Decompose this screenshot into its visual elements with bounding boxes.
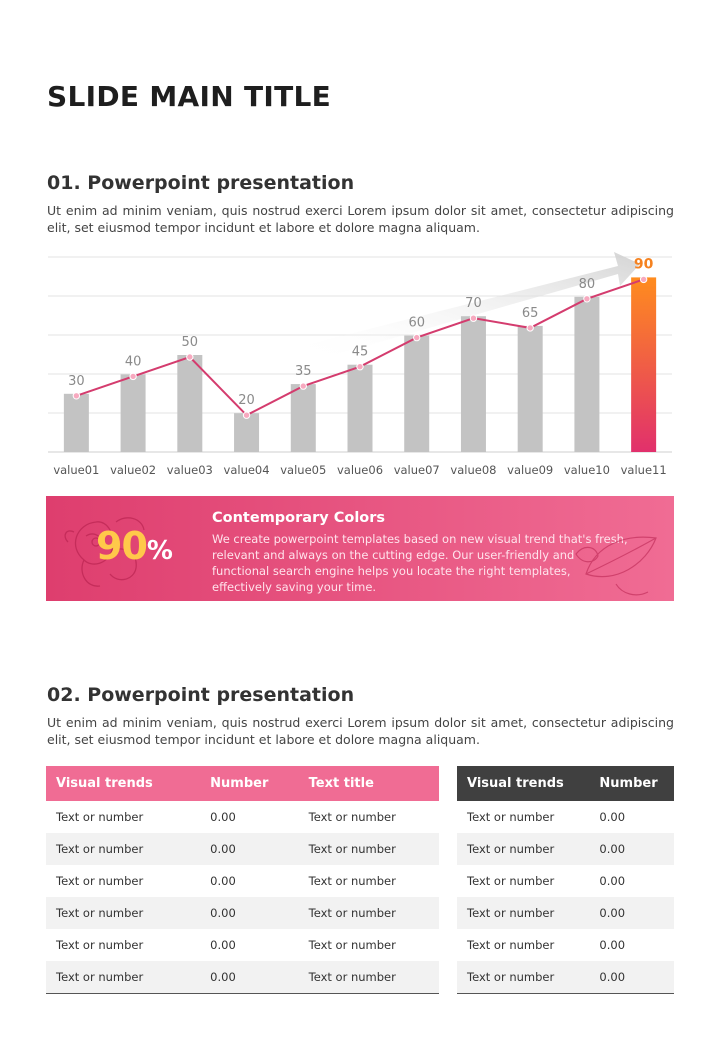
bar	[64, 394, 89, 452]
table-cell: Text or number	[46, 833, 200, 865]
table-cell: 0.00	[210, 874, 236, 888]
header-text-title: Text title	[299, 766, 439, 801]
value-label: 35	[294, 364, 312, 380]
x-tick-label: value04	[223, 463, 270, 477]
bar	[234, 413, 259, 452]
table-row	[457, 961, 674, 994]
section2-body: Ut enim ad minim veniam, quis nostrud exerci Lorem ipsum dolor sit amet, consectetur adipiscing elit, set eiusmod tempor incidunt et labore et dolore magna aliquam.	[47, 715, 674, 747]
table-cell: Text or number	[299, 833, 439, 865]
table-row	[46, 961, 439, 994]
table-cell: 0.00	[589, 833, 674, 865]
table-row	[457, 865, 674, 897]
bar	[121, 374, 146, 452]
table-cell: 0.00	[599, 810, 626, 824]
bar	[518, 326, 543, 452]
line-point	[187, 354, 193, 360]
x-tick-label: value09	[507, 463, 554, 477]
bar-line-chart	[40, 248, 680, 480]
header-visual-trends: Visual trends	[457, 766, 589, 801]
table-row	[457, 929, 674, 961]
line-point	[357, 364, 363, 370]
value-label: 40	[124, 354, 142, 370]
line-point	[584, 296, 590, 302]
table-cell: Text or number	[308, 874, 396, 888]
table-row	[46, 929, 439, 961]
table-cell: Text or number	[467, 938, 555, 952]
table-cell: 0.00	[200, 897, 298, 929]
table-cell: Text or number	[457, 961, 589, 994]
table-row	[46, 865, 439, 897]
line-point	[130, 373, 136, 379]
table-cell: Text or number	[308, 810, 396, 824]
table-cell: 0.00	[210, 810, 236, 824]
table-header-row	[457, 766, 674, 801]
table-row	[457, 833, 674, 865]
x-tick-label: value11	[620, 463, 667, 477]
table-cell: Text or number	[457, 897, 589, 929]
x-tick-label: value05	[280, 463, 327, 477]
x-tick-label: value06	[336, 463, 384, 477]
table-cell: Text or number	[308, 938, 396, 952]
leaf-sketch-icon	[566, 514, 674, 601]
table-row	[46, 801, 439, 833]
line-point	[527, 325, 533, 331]
table-cell: 0.00	[599, 874, 626, 888]
value-label: 80	[578, 276, 596, 292]
bar	[404, 336, 429, 452]
table-cell: 0.00	[589, 961, 674, 994]
table-cell: Text or number	[467, 810, 555, 824]
table-row	[46, 833, 439, 865]
x-tick-label: value03	[166, 463, 213, 477]
table-cell: Text or number	[46, 897, 200, 929]
table-row	[457, 801, 674, 833]
header-visual-trends: Visual trends	[46, 766, 200, 801]
value-label: 50	[181, 335, 199, 350]
banner-percent	[96, 524, 172, 568]
percent-value: 90	[96, 524, 147, 568]
section1-title: 01. Powerpoint presentation	[47, 172, 355, 194]
bar	[291, 384, 316, 452]
line-point	[300, 383, 306, 389]
line-point	[243, 412, 249, 418]
table-cell: Text or number	[56, 938, 144, 952]
value-label: 30	[68, 373, 85, 389]
banner-text: We create powerpoint templates based on new visual trend that's fresh, relevant and always on the cutting edge. Our user-friendly and functional search engine helps you locate the right templates, effectively saving your time.	[212, 532, 628, 594]
chart-x-ticks	[53, 463, 666, 477]
slide-title: SLIDE MAIN TITLE	[47, 80, 332, 113]
bar	[461, 316, 486, 452]
line-point	[73, 393, 79, 399]
x-tick-label: value01	[53, 463, 100, 477]
value-label: 65	[521, 305, 539, 321]
bar	[348, 365, 373, 452]
line-point	[470, 315, 476, 321]
table-cell: 0.00	[200, 833, 298, 865]
table-row	[46, 897, 439, 929]
bar	[177, 355, 202, 452]
table-header-row	[46, 766, 439, 801]
table-cell: Text or number	[56, 810, 144, 824]
table-cell: Text or number	[56, 874, 144, 888]
section2-title: 02. Powerpoint presentation	[47, 684, 355, 706]
table-cell: Text or number	[299, 897, 439, 929]
x-tick-label: value10	[563, 463, 610, 477]
x-tick-label: value02	[110, 463, 157, 477]
percent-sign: %	[146, 536, 172, 566]
line-point	[640, 276, 646, 282]
table-cell: Text or number	[457, 833, 589, 865]
table-cell: 0.00	[200, 961, 298, 994]
line-point	[414, 334, 420, 340]
section1-body: Ut enim ad minim veniam, quis nostrud exerci Lorem ipsum dolor sit amet, consectetur adipiscing elit, set eiusmod tempor incidunt et labore et dolore magna aliquam.	[47, 203, 674, 235]
table-cell: 0.00	[599, 938, 626, 952]
header-number: Number	[589, 766, 674, 801]
table-cell: Text or number	[299, 961, 439, 994]
value-label: 45	[351, 344, 369, 360]
header-number: Number	[200, 766, 298, 801]
bar-highlight	[631, 277, 656, 452]
table-cell: Text or number	[467, 874, 555, 888]
data-table-dark	[457, 766, 674, 994]
value-label: 90	[633, 256, 654, 273]
value-label: 70	[465, 296, 482, 312]
table-row	[457, 897, 674, 929]
x-tick-label: value08	[450, 463, 497, 477]
table-cell: 0.00	[210, 938, 236, 952]
x-tick-label: value07	[393, 463, 440, 477]
banner-title: Contemporary Colors	[212, 510, 386, 526]
data-table-pink	[46, 766, 439, 994]
table-cell: Text or number	[46, 961, 200, 994]
bar	[574, 297, 599, 452]
value-label: 20	[238, 393, 255, 409]
highlight-banner	[46, 496, 674, 601]
value-label: 60	[408, 315, 426, 331]
table-cell: 0.00	[589, 897, 674, 929]
